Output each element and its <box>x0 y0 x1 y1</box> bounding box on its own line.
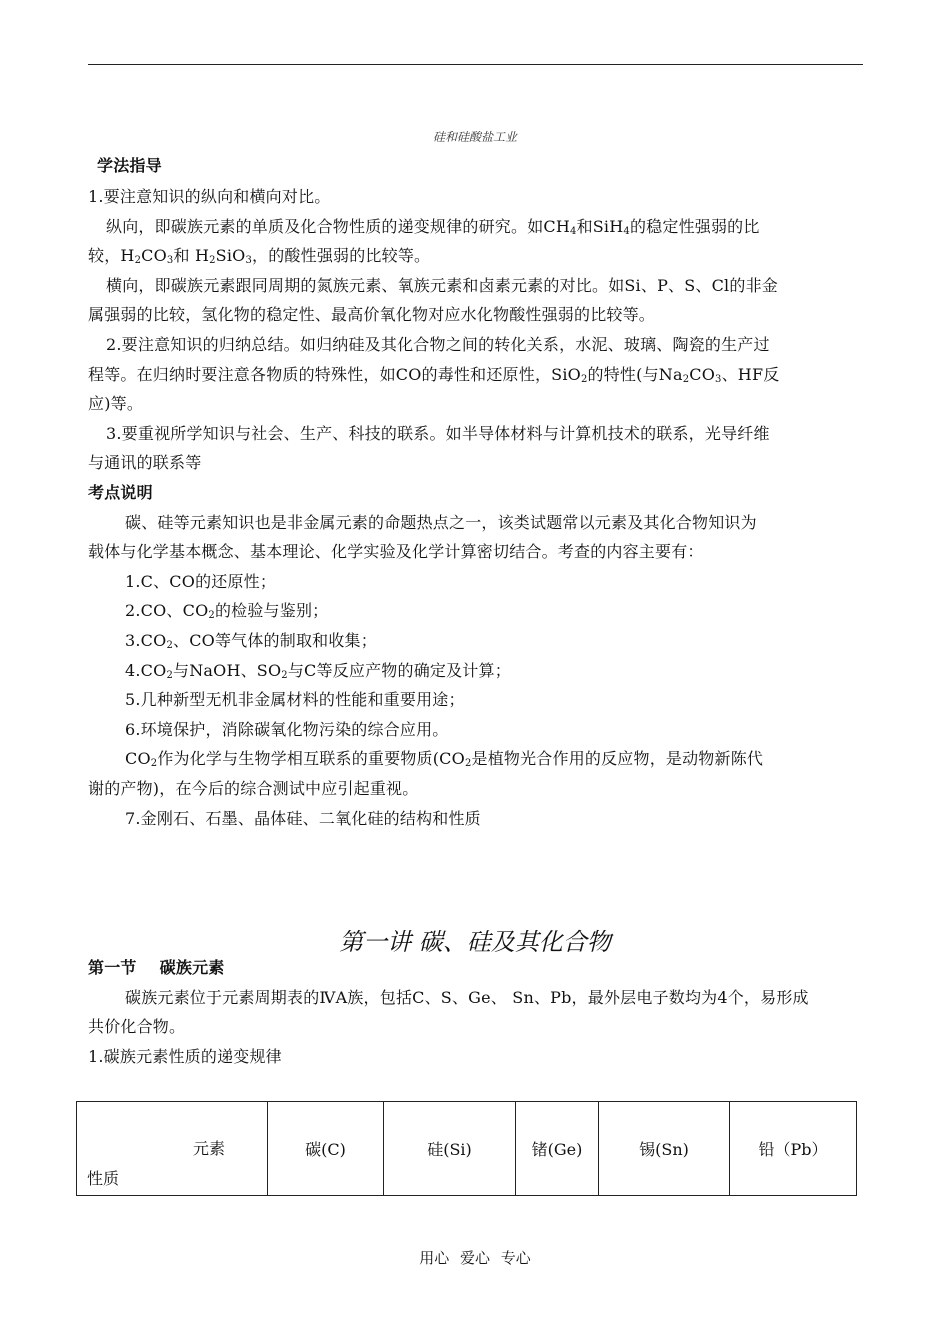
header-title: 硅和硅酸盐工业 <box>432 130 517 144</box>
exam-points-note-line2: 谢的产物)，在今后的综合测试中应引起重视。 <box>88 779 419 798</box>
column-header-tin: 锡(Sn) <box>599 1102 730 1196</box>
subsection-heading: 1.碳族元素性质的递变规律 <box>88 1047 282 1066</box>
study-guide-p3-line2: 与通讯的联系等 <box>88 453 202 472</box>
exam-points-intro-line1: 碳、硅等元素知识也是非金属元素的命题热点之一，该类试题常以元素及其化合物知识为 <box>125 513 757 532</box>
exam-point-3: $3.CO_2$、CO等气体的制取和收集； <box>125 631 377 651</box>
study-guide-p2-line1: 2.要注意知识的归纳总结。如归纳硅及其化合物之间的转化关系，水泥、玻璃、陶瓷的生产过 <box>106 335 770 354</box>
study-guide-p1-title: 1.要注意知识的纵向和横向对比。 <box>88 187 331 206</box>
exam-point-5: 5.几种新型无机非金属材料的性能和重要用途； <box>125 690 465 709</box>
section-intro-line1: 碳族元素位于元素周期表的ⅣA族，包括C、S、Ge、 Sn、Pb，最外层电子数均为4个，易形成 <box>125 988 809 1007</box>
exam-point-2: 2.CO、$CO_2$的检验与鉴别； <box>125 601 329 621</box>
exam-point-6: 6.环境保护，消除碳氧化物污染的综合应用。 <box>125 720 449 739</box>
exam-point-7: 7.金刚石、石墨、晶体硅、二氧化硅的结构和性质 <box>125 809 481 828</box>
corner-label-property: 性质 <box>87 1169 120 1188</box>
page-footer: 用心 爱心 专心 <box>419 1249 531 1267</box>
section-intro-line2: 共价化合物。 <box>88 1017 186 1036</box>
lecture-title: 第一讲 碳、硅及其化合物 <box>339 928 611 956</box>
study-guide-p1-line3: 横向，即碳族元素跟同周期的氮族元素、氧族元素和卤素元素的对比。如Si、P、S、Cl的非金 <box>106 276 778 295</box>
study-guide-p1-line2: 较，$H_2CO_3$和 $H_2SiO_3$，的酸性强弱的比较等。 <box>88 246 431 266</box>
study-guide-p1-line4: 属强弱的比较，氢化物的稳定性、最高价氧化物对应水化物酸性强弱的比较等。 <box>88 305 656 324</box>
exam-points-heading: 考点说明 <box>88 483 153 502</box>
header-rule <box>88 64 863 65</box>
column-header-silicon: 硅(Si) <box>384 1102 516 1196</box>
study-guide-p2-line2: 程等。在归纳时要注意各物质的特殊性，如CO的毒性和还原性，SiO$_2$的特性(与$Na_2CO_3$、HF反 <box>88 365 780 385</box>
element-properties-table <box>76 1101 857 1196</box>
study-guide-p2-line3: 应)等。 <box>88 394 144 413</box>
column-header-carbon: 碳(C) <box>268 1102 384 1196</box>
corner-label-element: 元素 <box>193 1139 226 1158</box>
study-guide-p1-line1: 纵向，即碳族元素的单质及化合物性质的递变规律的研究。如$CH_4$和SiH$_4$的稳定性强弱的比 <box>106 217 760 237</box>
exam-points-intro-line2: 载体与化学基本概念、基本理论、化学实验及化学计算密切结合。考查的内容主要有： <box>88 542 704 561</box>
table-corner-cell <box>77 1102 268 1196</box>
study-guide-heading: 学法指导 <box>97 156 162 175</box>
exam-point-1: 1.C、CO的还原性； <box>125 572 277 591</box>
column-header-lead: 铅（Pb） <box>730 1102 857 1196</box>
column-header-germanium: 锗(Ge) <box>516 1102 599 1196</box>
section-heading: 第一节 碳族元素 <box>88 958 225 977</box>
exam-point-4: $4.CO_2$与NaOH、$SO_2$与C等反应产物的确定及计算； <box>125 661 511 681</box>
table-header-row <box>77 1102 857 1196</box>
exam-points-note-line1: $CO_2$作为化学与生物学相互联系的重要物质($CO_2$是植物光合作用的反应物，是动物新陈代 <box>125 749 764 769</box>
study-guide-p3-line1: 3.要重视所学知识与社会、生产、科技的联系。如半导体材料与计算机技术的联系，光导纤维 <box>106 424 770 443</box>
